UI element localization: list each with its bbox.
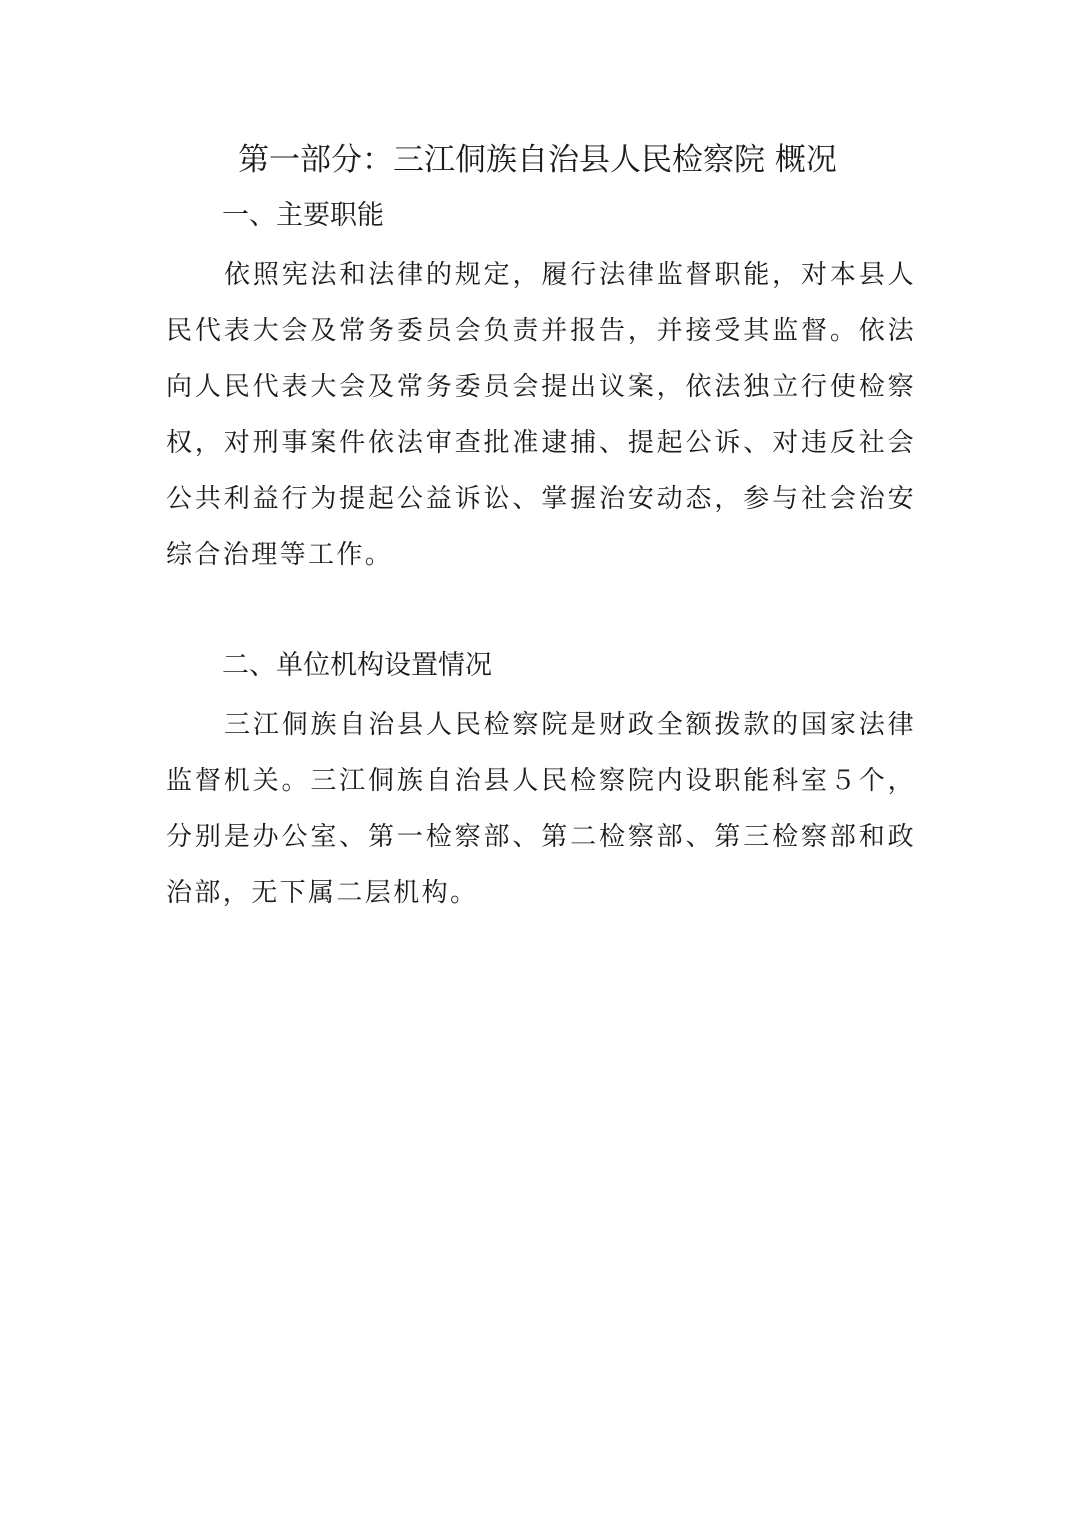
section-heading-main-functions: 一、主要职能	[222, 200, 384, 231]
section-body-main-functions: 依照宪法和法律的规定，履行法律监督职能，对本县人民代表大会及常务委员会负责并报告，并接受其监督。依法向人民代表大会及常务委员会提出议案，依法独立行使检察权，对刑事案件依法审查批准逮捕、提起公诉、对违反社会公共利益行为提起公益诉讼、掌握治安动态，参与社会治安综合治理等工作。	[166, 260, 916, 570]
section-heading-organization: 二、单位机构设置情况	[222, 650, 492, 681]
section-body-organization: 三江侗族自治县人民检察院是财政全额拨款的国家法律监督机关。三江侗族自治县人民检察院内设职能科室５个，分别是办公室、第一检察部、第二检察部、第三检察部和政治部，无下属二层机构。	[166, 710, 916, 908]
page-title: 第一部分：三江侗族自治县人民检察院 概况	[238, 142, 837, 178]
